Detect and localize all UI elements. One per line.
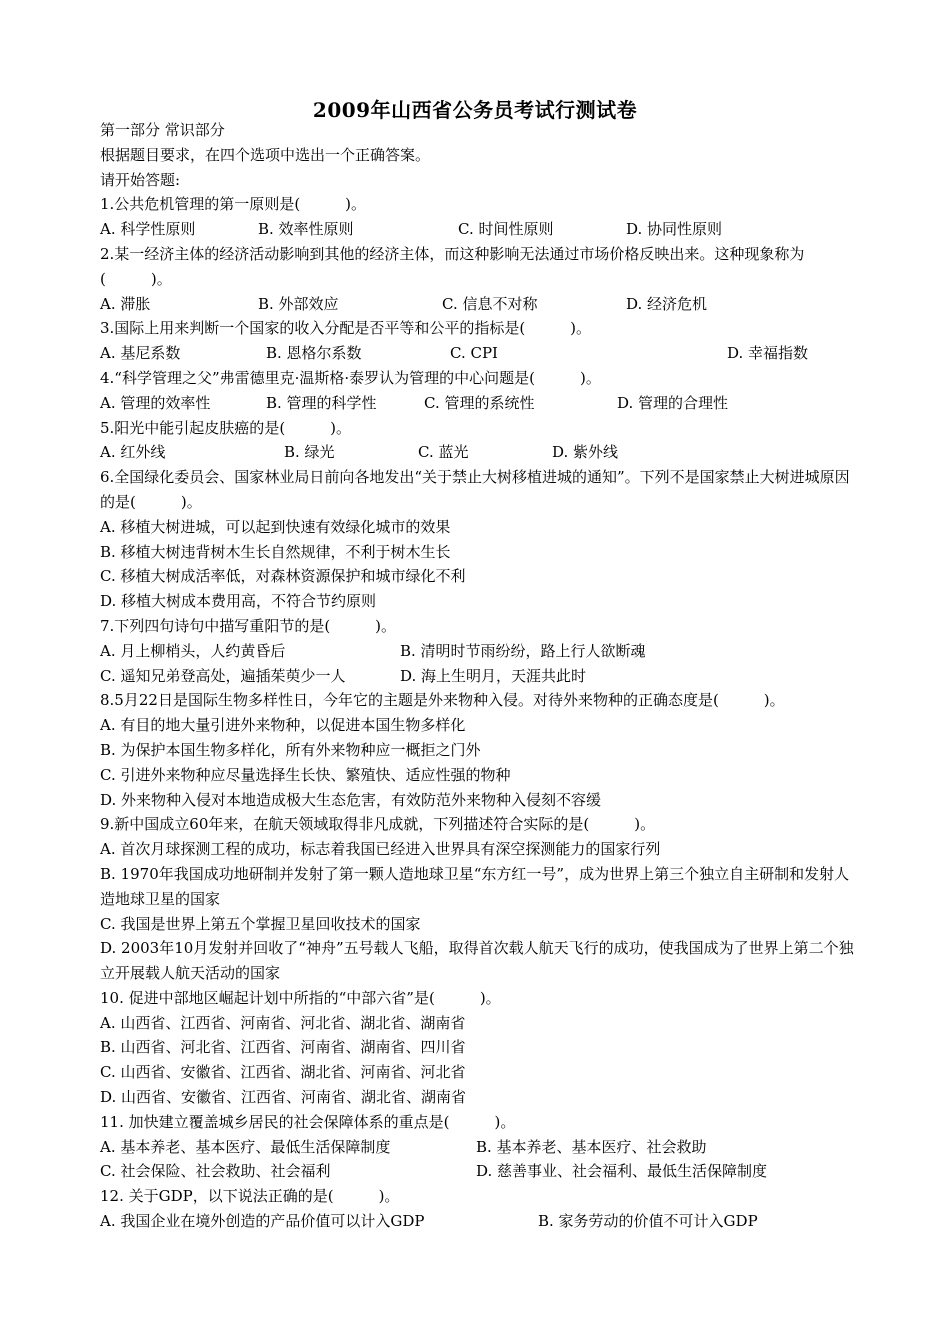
option-d: D. 经济危机 [626,294,708,313]
option-a: A. 基尼系数 [100,344,181,363]
option-c: C. 遥知兄弟登高处，遍插茱萸少一人 [100,666,346,685]
option-a: A. 我国企业在境外创造的产品价值可以计入GDP [100,1212,425,1231]
option-b: B. 移植大树违背树木生长自然规律，不利于树木生长 [100,542,451,561]
option-d: D. 慈善事业、社会福利、最低生活保障制度 [476,1162,768,1181]
question-stem: 2.某一经济主体的经济活动影响到其他的经济主体，而这种影响无法通过市场价格反映出来。这种现象称为( )。 [100,244,805,288]
option-a: A. 科学性原则 [100,220,196,239]
question-stem: 7.下列四句诗句中描写重阳节的是( )。 [100,616,397,635]
option-b: B. 基本养老、基本医疗、社会救助 [476,1137,707,1156]
question-stem: 10. 促进中部地区崛起计划中所指的“中部六省”是( )。 [100,988,501,1007]
option-row [100,292,860,317]
option-b: B. 清明时节雨纷纷，路上行人欲断魂 [400,641,646,660]
option-c: C. 信息不对称 [442,294,538,313]
question-stem: 4.“科学管理之父”弗雷德里克·温斯格·泰罗认为管理的中心问题是( )。 [100,368,601,387]
option-a: A. 有目的地大量引进外来物种，以促进本国生物多样化 [100,716,466,735]
option-c: C. 社会保险、社会救助、社会福利 [100,1162,331,1181]
instructions: 根据题目要求，在四个选项中选出一个正确答案。 [100,145,431,164]
option-b: B. 山西省、河北省、江西省、河南省、湖南省、四川省 [100,1038,466,1057]
question-stem: 6.全国绿化委员会、国家林业局日前向各地发出“关于禁止大树移植进城的通知”。下列不是国家禁止大树进城原因的是( )。 [100,468,850,511]
question-stem: 3.国际上用来判断一个国家的收入分配是否平等和公平的指标是( )。 [100,319,592,338]
option-b: B. 效率性原则 [258,220,354,239]
question-stem: 11. 加快建立覆盖城乡居民的社会保障体系的重点是( )。 [100,1112,516,1131]
option-c: C. CPI [450,344,498,363]
option-row [100,1159,860,1184]
option-row [100,440,860,465]
question-stem: 8.5月22日是国际生物多样性日，今年它的主题是外来物种入侵。对待外来物种的正确态度是( )。 [100,691,785,710]
question-stem: 9.新中国成立60年来，在航天领域取得非凡成就，下列描述符合实际的是( )。 [100,815,656,834]
option-a: A. 首次月球探测工程的成功，标志着我国已经进入世界具有深空探测能力的国家行列 [100,840,661,859]
option-row [100,391,860,416]
start-prompt: 请开始答题: [100,170,181,189]
option-b: B. 恩格尔系数 [266,344,362,363]
option-row [100,1135,860,1160]
option-d: D. 移植大树成本费用高，不符合节约原则 [100,592,377,611]
option-d: D. 2003年10月发射并回收了“神舟”五号载人飞船，取得首次载人航天飞行的成功，使我国成为了世界上第二个独立开展载人航天活动的国家 [100,939,854,983]
option-d: D. 山西省、安徽省、江西省、河南省、湖北省、湖南省 [100,1088,467,1107]
option-d: D. 协同性原则 [626,220,723,239]
option-d: D. 幸福指数 [727,344,809,363]
question-stem: 12. 关于GDP，以下说法正确的是( )。 [100,1187,400,1206]
option-d: D. 紫外线 [552,443,619,462]
option-c: C. 我国是世界上第五个掌握卫星回收技术的国家 [100,914,421,933]
exam-body [100,118,860,1234]
option-d: D. 外来物种入侵对本地造成极大生态危害，有效防范外来物种入侵刻不容缓 [100,790,602,809]
option-a: A. 红外线 [100,443,166,462]
option-b: B. 1970年我国成功地研制并发射了第一颗人造地球卫星“东方红一号”，成为世界上第三个独立自主研制和发射人造地球卫星的国家 [100,864,850,908]
option-d: D. 海上生明月，天涯共此时 [400,666,587,685]
option-row [100,664,860,689]
option-c: C. 时间性原则 [458,220,554,239]
exam-title: 2009年山西省公务员考试行测试卷 [312,98,638,122]
question-stem: 5.阳光中能引起皮肤癌的是( )。 [100,418,352,437]
option-b: B. 为保护本国生物多样化，所有外来物种应一概拒之门外 [100,740,481,759]
option-b: B. 绿光 [284,443,335,462]
section-heading: 第一部分 常识部分 [100,121,225,139]
option-c: C. 管理的系统性 [424,393,535,412]
option-row [100,1209,860,1234]
option-a: A. 基本养老、基本医疗、最低生活保障制度 [100,1137,391,1156]
option-row [100,217,860,242]
option-c: C. 山西省、安徽省、江西省、湖北省、河南省、河北省 [100,1063,466,1082]
option-a: A. 月上柳梢头，人约黄昏后 [100,641,286,660]
option-c: C. 移植大树成活率低，对森林资源保护和城市绿化不利 [100,567,466,586]
option-row [100,341,860,366]
question-stem: 1.公共危机管理的第一原则是( )。 [100,195,367,214]
option-c: C. 引进外来物种应尽量选择生长快、繁殖快、适应性强的物种 [100,765,511,784]
option-a: A. 移植大树进城，可以起到快速有效绿化城市的效果 [100,517,451,536]
option-b: B. 管理的科学性 [266,393,377,412]
option-a: A. 山西省、江西省、河南省、河北省、湖北省、湖南省 [100,1013,466,1032]
option-a: A. 管理的效率性 [100,393,211,412]
option-c: C. 蓝光 [418,443,469,462]
option-b: B. 外部效应 [258,294,339,313]
option-d: D. 管理的合理性 [617,393,729,412]
option-row [100,639,860,664]
option-b: B. 家务劳动的价值不可计入GDP [538,1212,758,1231]
option-a: A. 滞胀 [100,294,151,313]
